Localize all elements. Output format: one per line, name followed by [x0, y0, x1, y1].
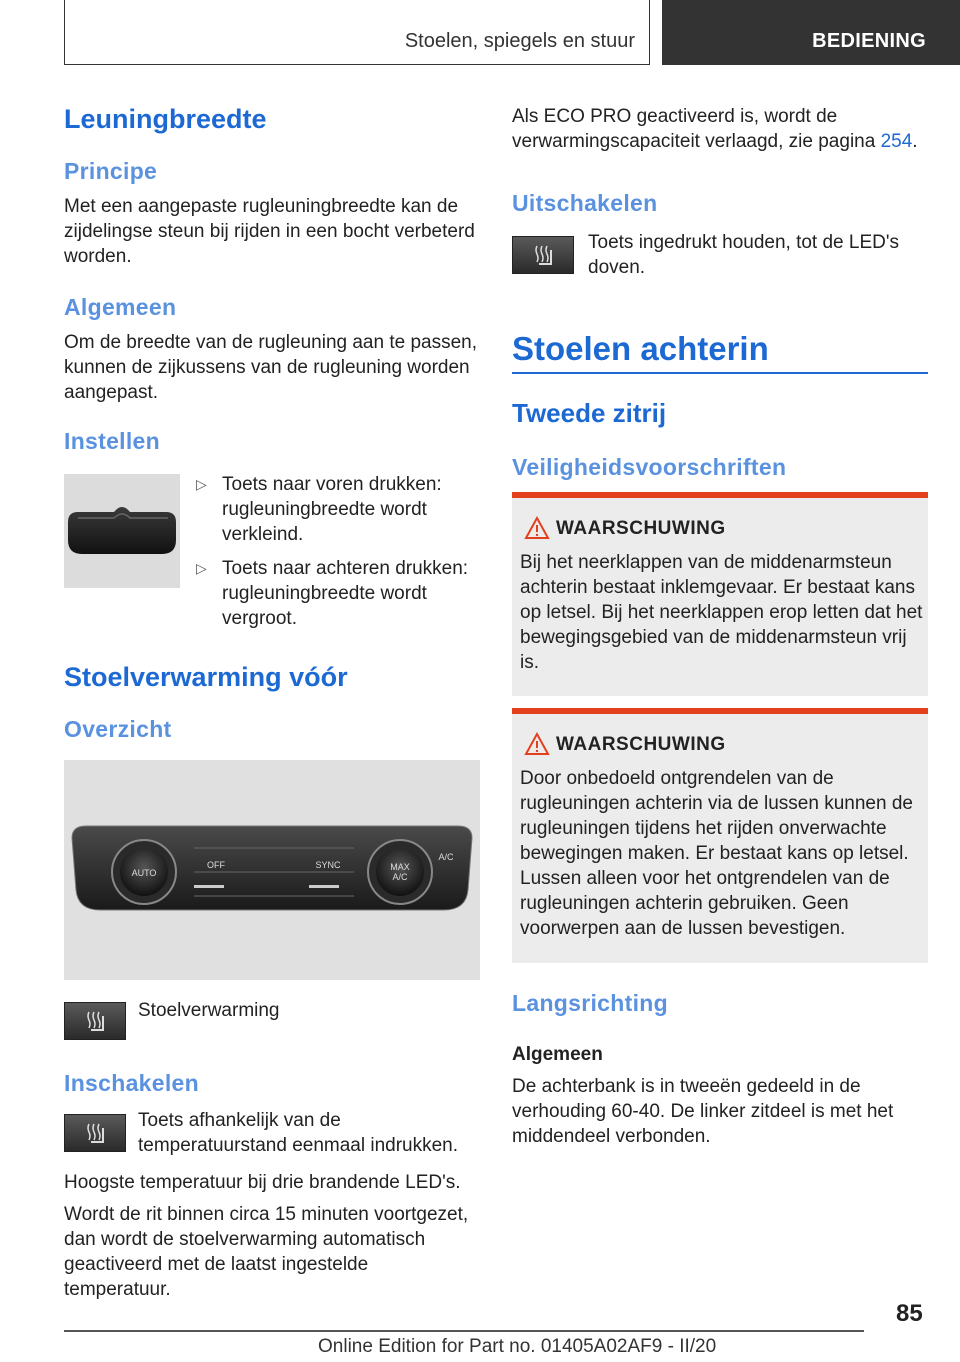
backrest-switch-icon [64, 474, 180, 588]
heading-instellen: Instellen [64, 428, 161, 454]
seat-heating-button-image [64, 1002, 126, 1040]
header-chapter-label: BEDIENING [812, 30, 926, 52]
bullet-forward-text: Toets naar voren drukken: rugleuningbreedte wordt verkleind. [222, 474, 442, 545]
title-rule [512, 372, 928, 374]
heading-overzicht: Overzicht [64, 716, 172, 742]
heading-principe: Principe [64, 158, 158, 184]
heading-algemeen: Algemeen [64, 294, 177, 320]
seat-heating-button-image [512, 236, 574, 274]
text-uitschakelen: Toets ingedrukt houden, tot de LED's doven. [588, 232, 899, 278]
text-inschakelen: Toets afhankelijk van de temperatuurstand eenmaal indrukken. [138, 1110, 459, 1156]
heading-uitschakelen: Uitschakelen [512, 190, 658, 216]
heading-inschakelen: Inschakelen [64, 1070, 199, 1096]
text-langsrichting: De achterbank is in tweeën gedeeld in de verhouding 60-40. De linker zitdeel is met het middendeel verbonden. [512, 1076, 894, 1147]
footer-rule [64, 1330, 864, 1332]
svg-text:▬▬▬: ▬▬▬ [194, 880, 224, 891]
bullet-backward [196, 556, 486, 631]
page-number: 85 [896, 1300, 923, 1327]
text-hoogste-temperatuur: Hoogste temperatuur bij drie brandende LED's. [64, 1172, 461, 1193]
panel-auto-label: AUTO [131, 868, 157, 878]
chapter-title-stoelen-achterin: Stoelen achterin [512, 330, 769, 367]
climate-panel-image [64, 760, 480, 980]
panel-ac-label: A/C [438, 852, 454, 862]
text-algemeen: Om de breedte van de rugleuning aan te passen, kunnen de zijkussens van de rugleuning worden aangepast. [64, 332, 478, 403]
backrest-width-switch-image [64, 474, 180, 588]
warning-title: WAARSCHUWING [556, 734, 726, 755]
panel-off-label: OFF [207, 860, 225, 870]
header-section-tab [64, 0, 650, 65]
warning-body: Bij het neerklappen van de middenarmsteun achterin bestaat inklemgevaar. Er bestaat kans op letsel. Bij het neerklappen erop letten dat het bewegingsgebied van de middenarmsteun vrij is. [520, 552, 923, 673]
bullet-backward-text: Toets naar achteren drukken: rugleuningbreedte wordt vergroot. [222, 558, 469, 629]
warning-body: Door onbedoeld ontgrendelen van de rugleuningen achterin via de lussen kunnen de rugleuningen tijdens het rijden onverwachte bewegingen maken. Er bestaat kans op letsel. Lussen alleen voor het ontgrendelen van de rugleuningen achterin gebruiken. Geen voorwerpen aan de lussen bevestigen. [520, 768, 913, 939]
svg-text:▬▬▬: ▬▬▬ [309, 880, 339, 891]
text-eco-pro-body: Als ECO PRO geactiveerd is, wordt de verwarmingscapaciteit verlaagd, zie pagina [512, 106, 876, 152]
header-section-label: Stoelen, spiegels en stuur [404, 30, 635, 52]
caption-stoelverwarming: Stoelverwarming [138, 1000, 280, 1021]
heading-veiligheidsvoorschriften: Veiligheidsvoorschriften [512, 454, 787, 480]
warning-triangle-icon [524, 516, 550, 540]
climate-panel-drawing [64, 760, 480, 980]
seat-heating-button-image [64, 1114, 126, 1152]
triangle-bullet-icon: ▷ [196, 476, 207, 492]
warning-box-armrest [512, 492, 928, 696]
header-chapter-tab [662, 0, 960, 65]
seat-heating-icon [85, 1122, 107, 1146]
footer-edition: Online Edition for Part no. 01405A02AF9 - II/20 [318, 1336, 717, 1357]
panel-sync-label: SYNC [315, 860, 341, 870]
page-link-254[interactable]: 254 [880, 131, 913, 152]
section-title-stoelverwarming: Stoelverwarming vóór [64, 662, 348, 692]
text-principe: Met een aangepaste rugleuningbreedte kan de zijdelingse steun bij rijden in een bocht verbeterd worden. [64, 196, 475, 267]
text-rit-voortgezet: Wordt de rit binnen circa 15 minuten voortgezet, dan wordt de stoelverwarming automatisch geactiveerd met de laatst ingestelde temperatuur. [64, 1204, 469, 1300]
triangle-bullet-icon: ▷ [196, 560, 207, 576]
seat-heating-icon [85, 1010, 107, 1034]
section-title-leuningbreedte: Leuningbreedte [64, 104, 267, 134]
warning-triangle-icon [524, 732, 550, 756]
subheading-algemeen: Algemeen [512, 1044, 603, 1065]
warning-box-backrest-loops [512, 708, 928, 963]
heading-tweede-zitrij: Tweede zitrij [512, 398, 667, 428]
panel-max-ac-label: A/C [392, 872, 408, 882]
panel-max-label: MAX [390, 862, 410, 872]
bullet-forward [196, 472, 486, 547]
heading-langsrichting: Langsrichting [512, 990, 668, 1016]
seat-heating-icon [533, 244, 555, 268]
warning-title: WAARSCHUWING [556, 518, 726, 539]
text-eco-pro: Als ECO PRO geactiveerd is, wordt de verwarmingscapaciteit verlaagd, zie pagina 254. [512, 106, 918, 152]
